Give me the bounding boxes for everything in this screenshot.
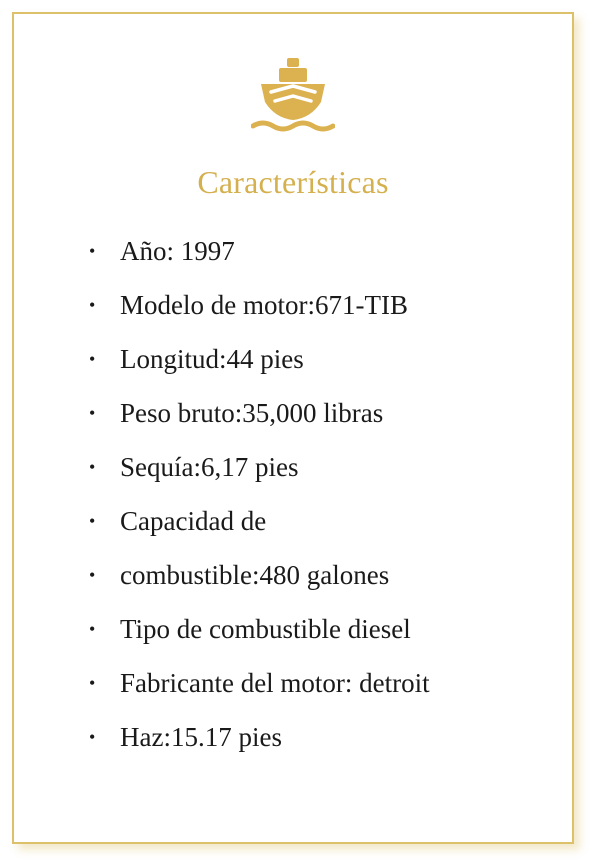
feature-text: Tipo de combustible diesel	[120, 614, 411, 644]
features-list	[86, 224, 430, 764]
ship-icon	[251, 58, 335, 134]
feature-text: Modelo de motor:671-TIB	[120, 290, 408, 320]
feature-text: Sequía:6,17 pies	[120, 452, 299, 482]
section-title: Características	[197, 164, 389, 200]
list-item	[86, 710, 430, 764]
list-item	[86, 656, 430, 710]
list-item	[86, 224, 430, 278]
list-item	[86, 440, 430, 494]
list-item	[86, 602, 430, 656]
bullet-icon: •	[89, 565, 96, 585]
feature-text: Capacidad de	[120, 506, 267, 536]
bullet-icon: •	[89, 295, 96, 315]
list-item	[86, 332, 430, 386]
bullet-icon: •	[89, 673, 96, 693]
bullet-icon: •	[89, 403, 96, 423]
list-item	[86, 494, 430, 548]
list-item	[86, 386, 430, 440]
bullet-icon: •	[89, 511, 96, 531]
feature-text: Peso bruto:35,000 libras	[120, 398, 384, 428]
features-card	[12, 12, 574, 844]
feature-text: combustible:480 galones	[120, 560, 390, 590]
bullet-icon: •	[89, 727, 96, 747]
list-item	[86, 548, 430, 602]
bullet-icon: •	[89, 619, 96, 639]
bullet-icon: •	[89, 241, 96, 261]
ship-icon-container	[14, 58, 572, 134]
bullet-icon: •	[89, 457, 96, 477]
feature-text: Longitud:44 pies	[120, 344, 304, 374]
feature-text: Haz:15.17 pies	[120, 722, 282, 752]
feature-text: Año: 1997	[120, 236, 235, 266]
feature-text: Fabricante del motor: detroit	[120, 668, 430, 698]
bullet-icon: •	[89, 349, 96, 369]
list-item	[86, 278, 430, 332]
